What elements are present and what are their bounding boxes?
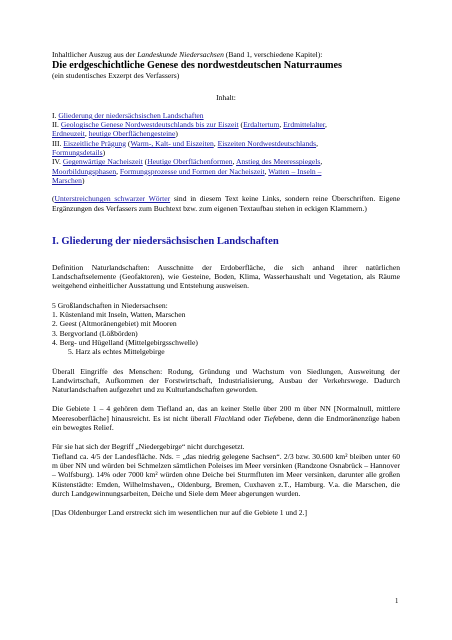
toc-separator: (: [142, 157, 148, 167]
list-item: 3. Bergvorland (Lößbörden): [52, 328, 138, 338]
toc-line: [52, 120, 400, 129]
toc-link[interactable]: Erdaltertum: [243, 120, 280, 130]
toc-separator: ,: [316, 138, 318, 148]
toc-number: IV.: [52, 157, 63, 167]
toc-separator: ,: [232, 157, 236, 167]
toc-item-2: [52, 120, 400, 139]
toc-link[interactable]: Anstieg des Meeresspiegels: [235, 157, 321, 167]
toc-link[interactable]: Erdmittelalter: [283, 120, 326, 130]
toc-link[interactable]: heutige Oberflächengesteine: [88, 129, 176, 139]
elevation-body: Tiefland ca. 4/5 der Landesfläche. Nds. = „das niedrig gelegene Sachsen“. 2/3 bzw. 30.600 km² bleiben unter 60 m über NN und würden bei Schmelzen sämtlichen Poleises im Meer versinken (Randzone Osnabrück – Hannover – Wolfsburg). 14% oder 7000 km² würden ohne Deiche bei Sturmfluten im Meer versinken, darunter alle großen Küstenstädte: Emden, Wilhelmshaven,, Oldenburg, Bremen, Cuxhaven z.T., Hamburg. V.a. die Marschen, die durch Landgewinnungsarbeiten, Deiche und Siele dem Meer abgerungen wurden.: [52, 451, 400, 498]
toc-number: III.: [52, 138, 64, 148]
definition-paragraph: Definition Naturlandschaften: Ausschnitte der Erdoberfläche, die sich anhand ihrer natürlichen Landschaftselemente (Geofaktoren), wie Gesteine, Boden, Klima, Wasserhaushalt und Vegetation, als Räume weitgehend einheitlicher Ausstattung und Entstehung ausweisen.: [52, 262, 400, 291]
toc-separator: (: [238, 120, 244, 130]
lowland-paragraph: [52, 404, 400, 432]
intro-suffix: (Band 1, verschiedene Kapitel):: [223, 50, 323, 59]
toc-number: II.: [52, 120, 61, 130]
intro-book-title: Landeskunde Niedersachsen: [137, 50, 224, 59]
toc-link[interactable]: Eiszeiten Nordwestdeutschlands: [217, 138, 317, 148]
toc-separator: ,: [116, 166, 120, 176]
toc-separator: ): [102, 148, 106, 158]
elevation-paragraph: [52, 442, 400, 498]
document-page: [52, 50, 400, 517]
landscape-list-block: [52, 301, 400, 357]
toc-separator: ): [81, 175, 85, 185]
toc-link[interactable]: Marschen: [52, 175, 82, 185]
toc-line: [52, 167, 400, 176]
toc-link[interactable]: Warm-, Kalt- und Eiszeiten: [130, 138, 214, 148]
toc-number: I.: [52, 110, 59, 120]
document-subtitle: (ein studentisches Exzerpt des Verfassers): [52, 71, 180, 81]
list-item: 5. Harz als echtes Mittelgebirge: [68, 347, 165, 357]
table-of-contents: [52, 111, 400, 185]
toc-link[interactable]: Heutige Oberflächenformen: [147, 157, 233, 167]
elevation-first-line: Für sie hat sich der Begriff „Niedergebirge“ nicht durchgesetzt.: [52, 442, 245, 452]
toc-link[interactable]: Eiszeitliche Prägung: [63, 138, 127, 148]
intro-prefix: Inhaltlicher Auszug aus der: [52, 50, 138, 59]
toc-line: [52, 139, 400, 148]
toc-item-3: [52, 139, 400, 158]
intro-line: [52, 50, 400, 59]
list-item: 2. Geest (Altmoränengebiet) mit Mooren: [52, 319, 177, 329]
toc-link[interactable]: Formungsprozesse und Formen der Nacheiszeit: [119, 166, 265, 176]
toc-separator: ,: [213, 138, 218, 148]
formatting-note: (Unterstreichungen schwarzer Wörter sind in diesem Text keine Links, sondern reine Überschriften. Eigene Ergänzungen des Verfassers zum Buchtext bzw. zum eigenen Textaufbau stehen in eckigen Klammern.): [52, 194, 400, 213]
toc-link[interactable]: Watten – Inseln –: [268, 166, 322, 176]
toc-item-1: [52, 111, 400, 120]
italic-run: Flach: [214, 413, 232, 423]
list-item: 4. Berg- und Hügelland (Mittelgebirgsschwelle): [52, 337, 198, 347]
toc-link[interactable]: Moorbildungsphasen: [52, 166, 117, 176]
toc-line: [52, 148, 400, 157]
note-link[interactable]: Unterstreichungen schwarzer Wörter: [54, 194, 171, 204]
toc-line: [52, 129, 400, 138]
text-run: ebene, denn die Endmoränenzüge haben ein bewegtes Relief.: [52, 413, 400, 433]
toc-line: [52, 176, 400, 185]
toc-heading: Inhalt:: [216, 92, 236, 102]
text-run: land oder: [231, 413, 264, 423]
toc-item-4: [52, 157, 400, 185]
document-title: Die erdgeschichtliche Genese des nordwestdeutschen Naturraumes: [52, 60, 343, 72]
page-number: 1: [395, 598, 399, 605]
toc-separator: ,: [279, 120, 284, 130]
note-text: sind in diesem Text keine Links, sondern reine Überschriften. Eigene Ergänzungen des Verfassers zum Buchtext bzw. zum eigenen Textaufbau stehen in eckigen Klammern.): [52, 194, 400, 213]
toc-separator: ,: [84, 129, 89, 139]
italic-run: Tief: [263, 413, 275, 423]
section-heading: I. Gliederung der niedersächsischen Landschaften: [52, 235, 279, 247]
landscape-list: [52, 310, 400, 356]
toc-separator: (: [126, 138, 131, 148]
toc-separator: ,: [325, 120, 327, 130]
toc-link[interactable]: Geologische Genese Nordwestdeutschlands bis zur Eiszeit: [60, 120, 239, 130]
toc-link[interactable]: Gegenwärtige Nacheiszeit: [62, 157, 143, 167]
toc-separator: ): [175, 129, 178, 139]
list-intro: 5 Großlandschaften in Niedersachsen:: [52, 300, 168, 310]
toc-link[interactable]: Erdneuzeit: [52, 129, 85, 139]
list-item: 1. Küstenland mit Inseln, Watten, Marschen: [52, 310, 186, 320]
toc-line: [52, 157, 400, 166]
oldenburg-note: [Das Oldenburger Land erstreckt sich im wesentlichen nur auf die Gebiete 1 und 2.]: [52, 508, 308, 518]
toc-separator: ,: [320, 157, 323, 167]
human-impact-paragraph: Überall Eingriffe des Menschen: Rodung, Gründung und Wachstum von Siedlungen, Ausweitung der Landwirtschaft, Aufkommen der Forstwirtschaft, Industrialisierung, Ausbau der Verkehrswege. Dadurch Naturlandschaften aufgezehrt und zu Kulturlandschaften geworden.: [52, 366, 400, 395]
text-run: Die Gebiete 1 – 4 gehören dem Tiefland an, das an keiner Stelle über 200 m über NN [Normalnull, mittlere Meeresoberfläche] hinausreicht. Es ist nicht überall: [52, 404, 400, 423]
toc-link[interactable]: Gliederung der niedersächsischen Landschaften: [58, 110, 204, 120]
toc-separator: ,: [264, 166, 269, 176]
toc-link[interactable]: Formungsdetails: [52, 148, 103, 158]
